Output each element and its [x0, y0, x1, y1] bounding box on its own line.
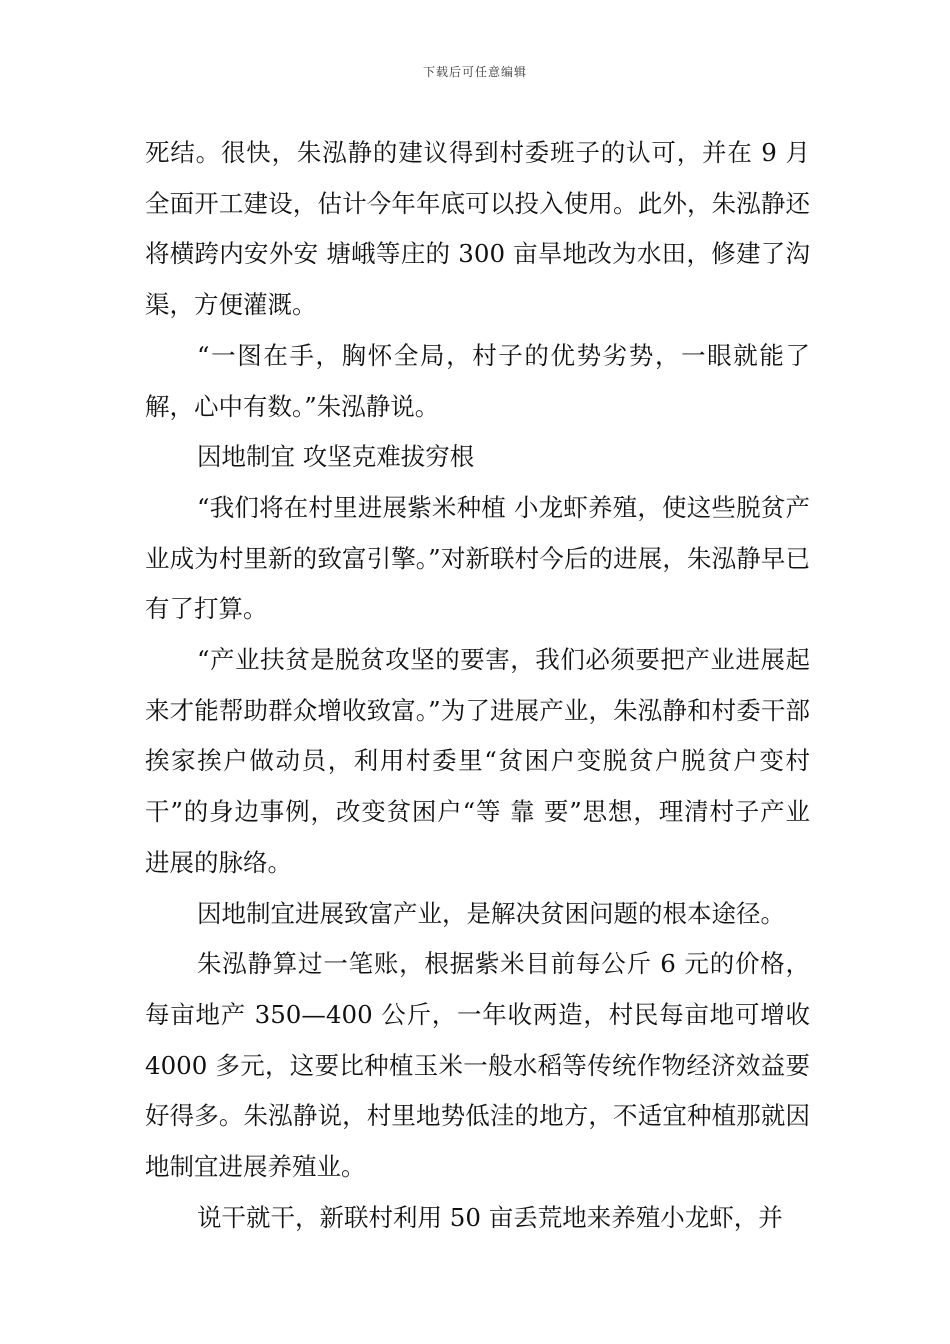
paragraph-6: 朱泓静算过一笔账，根据紫米目前每公斤 6 元的价格，每亩地产 350—400 公斤，一年收两造，村民每亩地可增收 4000 多元，这要比种植玉米一般水稻等传统作物经济效益要好得多。朱泓静说，村里地势低洼的地方，不适宜种植那就因地制宜进展养殖业。: [145, 949, 810, 1182]
paragraph-2: “一图在手，胸怀全局，村子的优势劣势，一眼就能了解，心中有数。”朱泓静说。: [145, 340, 810, 421]
paragraph-4: “产业扶贫是脱贫攻坚的要害，我们必须要把产业进展起来才能帮助群众增收致富。”为了进展产业，朱泓静和村委干部挨家挨户做动员，利用村委里“贫困户变脱贫户脱贫户变村干”的身边事例，改变贫困户“等 靠 要”思想，理清村子产业进展的脉络。: [145, 645, 810, 877]
section-heading: 因地制宜 攻坚克难拔穷根: [197, 442, 475, 472]
paragraph-7: 说干就干，新联村利用 50 亩丢荒地来养殖小龙虾，并: [197, 1202, 783, 1232]
document-body: [145, 128, 810, 1243]
paragraph-5: 因地制宜进展致富产业，是解决贫困问题的根本途径。: [197, 898, 785, 928]
paragraph-1: 死结。很快，朱泓静的建议得到村委班子的认可，并在 9 月全面开工建设，估计今年年底可以投入使用。此外，朱泓静还将横跨内安外安 塘峨等庄的 300 亩旱地改为水田，修建了沟渠，方便灌溉。: [145, 138, 810, 320]
page-header: 下载后可任意编辑: [422, 65, 527, 79]
paragraph-3: “我们将在村里进展紫米种植 小龙虾养殖，使这些脱贫产业成为村里新的致富引擎。”对新联村今后的进展，朱泓静早已有了打算。: [145, 492, 810, 624]
